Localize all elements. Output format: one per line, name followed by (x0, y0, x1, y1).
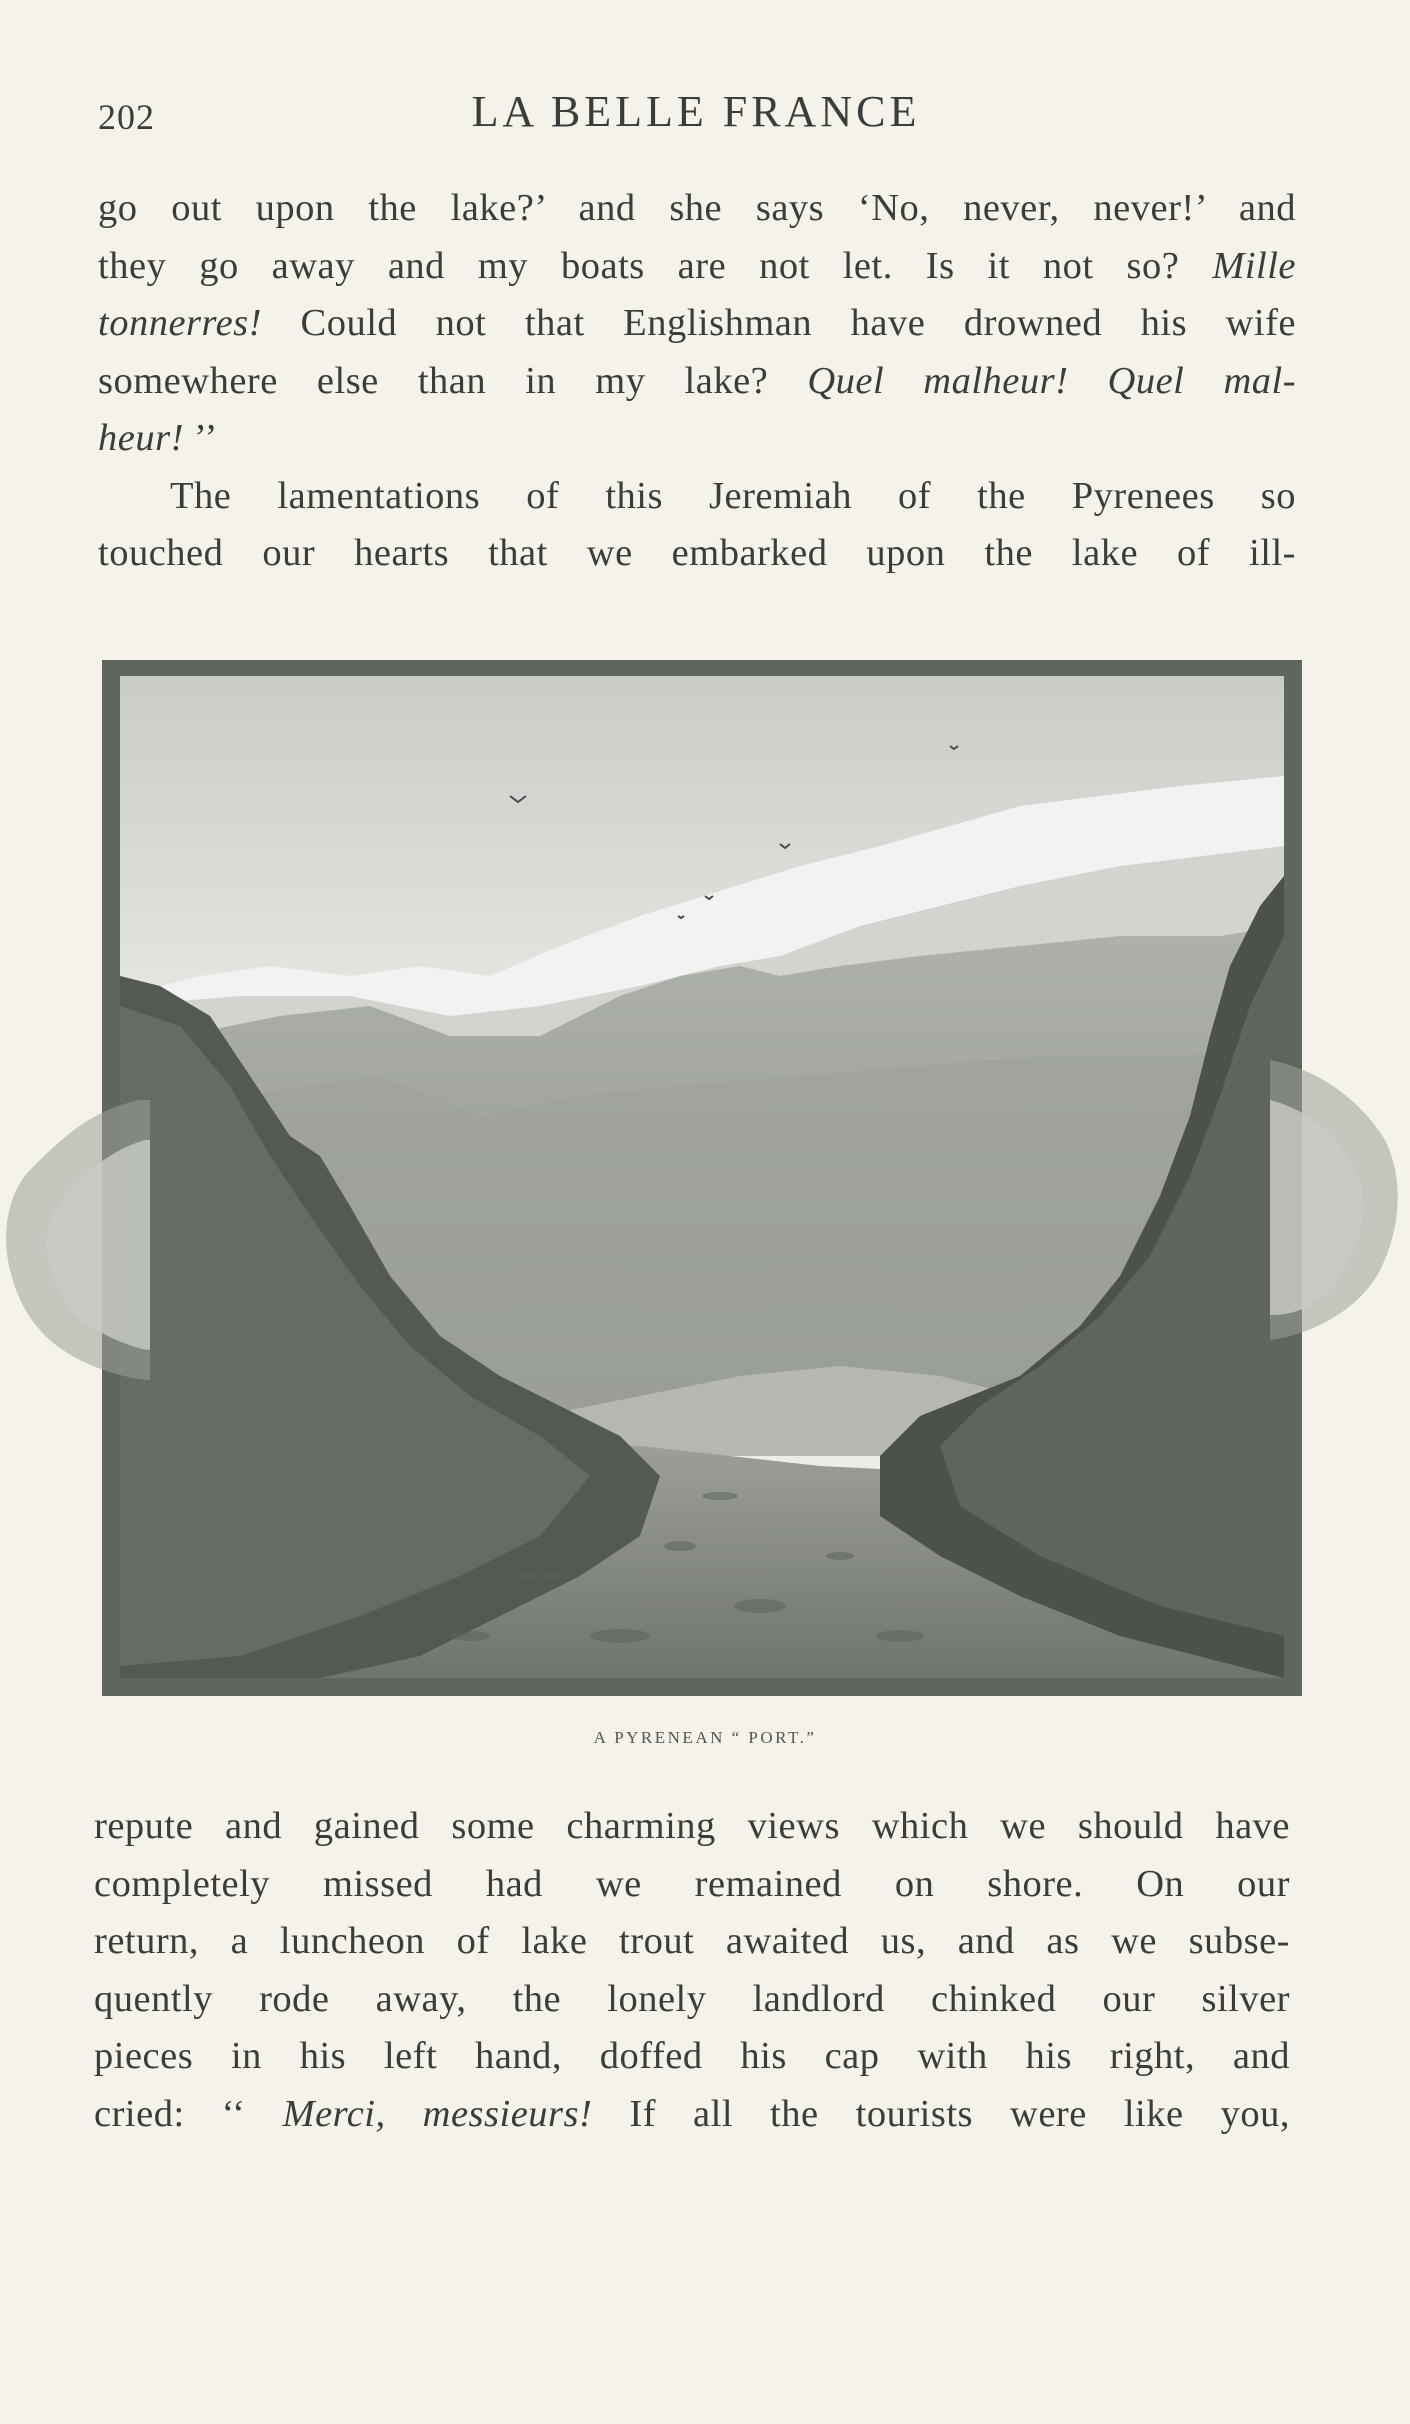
right-foliage-vignette (1270, 1050, 1410, 1350)
text-line: repute and gained some charming views which we should have (94, 1805, 1290, 1847)
text-line: completely missed had we remained on shore. On our (94, 1862, 1290, 1905)
text-line: tonnerres! Could not that Englishman have drowned his wife (98, 302, 1296, 344)
top-paragraph (98, 180, 1296, 583)
text-line: somewhere else than in my lake? Quel malheur! Quel mal- (98, 359, 1297, 402)
text-line: heur! ’’ (98, 417, 218, 459)
bottom-paragraph (94, 1798, 1290, 2143)
text-line: quently rode away, the lonely landlord chinked our silver (94, 1977, 1290, 2020)
text-line: go out upon the lake?’ and she says ‘No, never, never!’ and (98, 187, 1296, 229)
mountain-photograph (120, 676, 1284, 1678)
text-line: cried: ‘‘ Merci, messieurs! If all the tourists were like you, (94, 2092, 1290, 2135)
illustration-caption: A PYRENEAN “ PORT.” (593, 1728, 817, 1747)
page-number: 202 (98, 97, 155, 137)
page-header (98, 86, 1294, 142)
mountain-pass-image (120, 676, 1284, 1678)
text-line: touched our hearts that we embarked upon the lake of ill- (98, 532, 1296, 574)
text-line: pieces in his left hand, doffed his cap with his right, and (94, 2035, 1290, 2077)
left-foliage-vignette (0, 1080, 150, 1400)
text-line: return, a luncheon of lake trout awaited us, and as we subse- (94, 1920, 1290, 1962)
illustration-plate (102, 660, 1302, 1696)
text-line: The lamentations of this Jeremiah of the Pyrenees so (170, 474, 1296, 517)
running-title: LA BELLE FRANCE (471, 87, 921, 136)
text-line: they go away and my boats are not let. Is it not so? Mille (98, 244, 1296, 287)
